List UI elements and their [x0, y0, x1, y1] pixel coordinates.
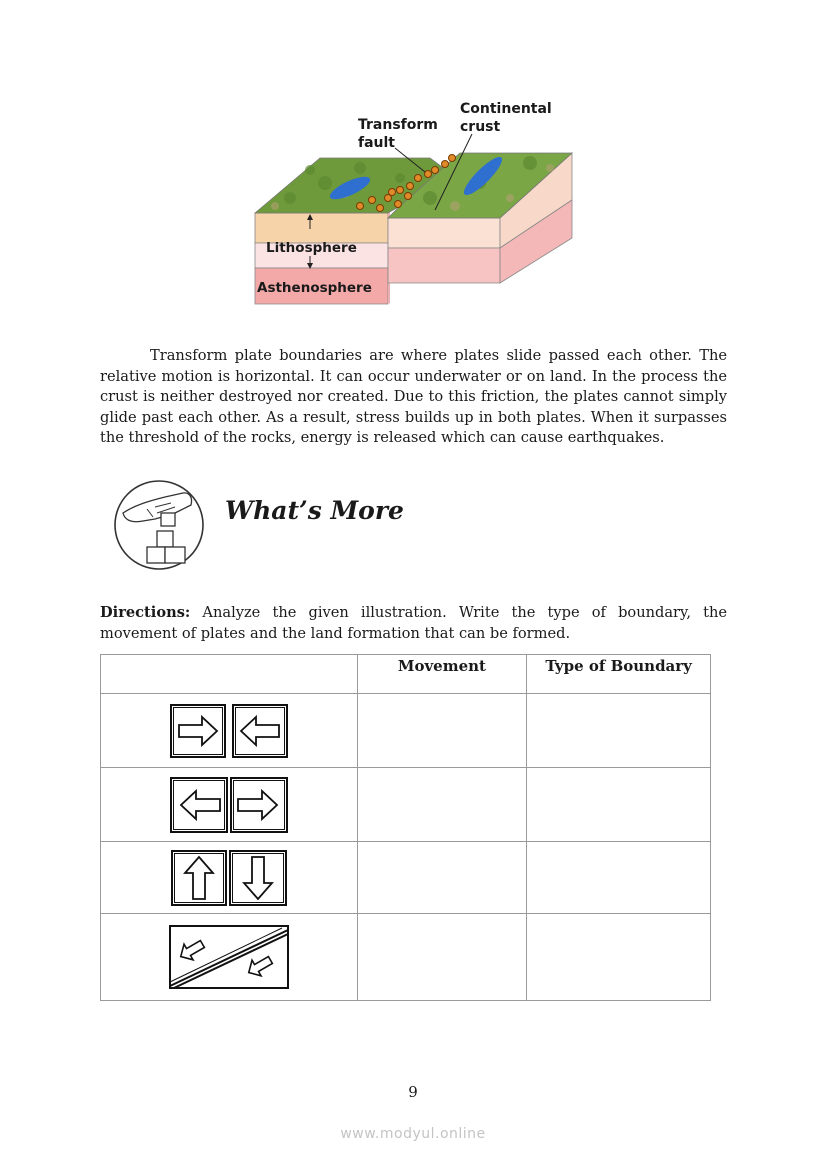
- boundary-type-column-header: Type of Boundary: [527, 655, 711, 694]
- boundary-answer-cell[interactable]: [527, 768, 711, 842]
- section-title: What’s More: [225, 496, 404, 525]
- table-row: [101, 768, 711, 842]
- table-row: [101, 842, 711, 914]
- movement-answer-cell[interactable]: [357, 768, 527, 842]
- table-row: [101, 694, 711, 768]
- illustration-cell: [101, 914, 358, 1001]
- transform-fault-label: Transform fault: [358, 117, 438, 151]
- movement-answer-cell[interactable]: [357, 914, 527, 1001]
- converging-arrows-icon: [170, 703, 288, 759]
- directions-label: Directions:: [100, 604, 191, 621]
- movement-answer-cell[interactable]: [357, 842, 527, 914]
- transform-fault-diagram: [250, 98, 580, 310]
- activity-table: [100, 654, 711, 1001]
- hand-blocks-icon: [113, 479, 205, 571]
- paragraph-text: Transform plate boundaries are where plates slide passed each other. The relative motion is horizontal. It can occur underwater or on land. In the process the crust is neither destroyed nor created. Due to this friction, the plates cannot simply glide past each other. As a result, stress builds up in both plates. When it surpasses the threshold of the rocks, energy is released which can cause earthquakes.: [100, 347, 727, 447]
- illustration-cell: [101, 842, 358, 914]
- illustration-cell: [101, 694, 358, 768]
- continental-crust-label: Continental crust: [460, 101, 552, 135]
- boundary-answer-cell[interactable]: [527, 914, 711, 1001]
- directions-text: [100, 603, 727, 644]
- up-down-arrows-icon: [170, 849, 288, 907]
- movement-answer-cell[interactable]: [357, 694, 527, 768]
- illustration-column-header: [101, 655, 358, 694]
- page-number: 9: [408, 1083, 418, 1101]
- transform-slide-arrows-icon: [168, 924, 290, 990]
- movement-column-header: Movement: [357, 655, 527, 694]
- table-header-row: [101, 655, 711, 694]
- lithosphere-label: Lithosphere: [266, 240, 357, 256]
- directions-body: Analyze the given illustration. Write the type of boundary, the movement of plates and the land formation that can be formed.: [100, 604, 727, 642]
- transform-boundary-paragraph: [100, 346, 727, 449]
- diverging-arrows-icon: [170, 776, 288, 834]
- table-row: [101, 914, 711, 1001]
- illustration-cell: [101, 768, 358, 842]
- boundary-answer-cell[interactable]: [527, 842, 711, 914]
- boundary-answer-cell[interactable]: [527, 694, 711, 768]
- asthenosphere-label: Asthenosphere: [257, 280, 372, 296]
- watermark: www.modyul.online: [340, 1126, 486, 1142]
